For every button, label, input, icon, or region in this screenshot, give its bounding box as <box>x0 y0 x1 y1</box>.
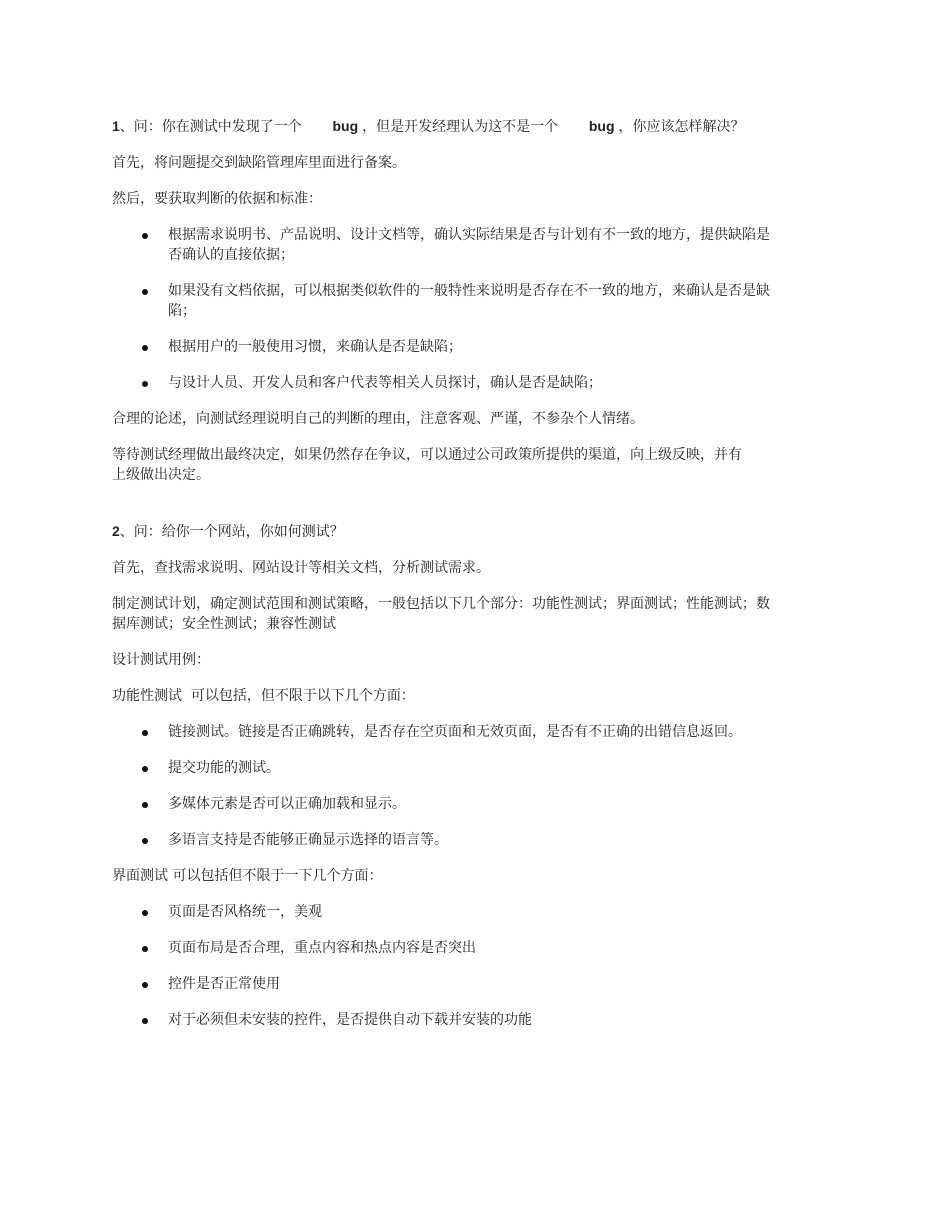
question-1-heading <box>112 116 782 137</box>
list-item <box>112 938 782 958</box>
list-item-text: 多语言支持是否能够正确显示选择的语言等。 <box>168 832 448 848</box>
bullet-list <box>112 902 782 1030</box>
bullet-icon <box>142 381 148 387</box>
list-item-text: 链接测试。链接是否正确跳转，是否存在空页面和无效页面，是否有不正确的出错信息返回。 <box>168 724 742 740</box>
list-item <box>112 830 782 850</box>
list-item <box>112 225 782 265</box>
list-item-text: 多媒体元素是否可以正确加载和显示。 <box>168 796 406 812</box>
bullet-icon <box>142 730 148 736</box>
paragraph: 合理的论述，向测试经理说明自己的判断的理由，注意客观、严谨，不参杂个人情绪。 <box>112 411 644 427</box>
list-item-text: 如果没有文档依据，可以根据类似软件的一般特性来说明是否存在不一致的地方，来确认是否是缺陷； <box>168 283 770 319</box>
bullet-list <box>112 722 782 850</box>
bullet-icon <box>142 910 148 916</box>
list-item <box>112 974 782 994</box>
list-item-text: 根据用户的一般使用习惯，来确认是否是缺陷； <box>168 339 462 355</box>
question-text-part: 、问：给你一个网站，你如何测试？ <box>119 524 344 540</box>
list-item <box>112 758 782 778</box>
bullet-icon <box>142 1018 148 1024</box>
list-item <box>112 281 782 321</box>
list-item-text: 与设计人员、开发人员和客户代表等相关人员探讨，确认是否是缺陷； <box>168 375 602 391</box>
document-page <box>112 116 782 1046</box>
paragraph: 功能性测试 可以包括，但不限于以下几个方面： <box>112 688 415 704</box>
bullet-icon <box>142 233 148 239</box>
bullet-list <box>112 225 782 393</box>
question-text-part: 、问：你在测试中发现了一个 <box>119 119 302 135</box>
bullet-icon <box>142 345 148 351</box>
list-item <box>112 902 782 922</box>
bullet-icon <box>142 766 148 772</box>
question-text-part: ，但是开发经理认为这不是一个 <box>362 119 559 135</box>
bullet-icon <box>142 289 148 295</box>
list-item-text: 根据需求说明书、产品说明、设计文档等，确认实际结果是否与计划有不一致的地方，提供缺陷是否确认的直接依据； <box>168 227 770 263</box>
question-1-section <box>112 116 782 485</box>
bullet-icon <box>142 802 148 808</box>
paragraph: 制定测试计划，确定测试范围和测试策略，一般包括以下几个部分：功能性测试；界面测试；性能测试；数据库测试；安全性测试；兼容性测试 <box>112 596 770 632</box>
list-item <box>112 794 782 814</box>
list-item <box>112 373 782 393</box>
question-2-section <box>112 521 782 1030</box>
question-number: 2 <box>112 523 120 539</box>
list-item-text: 页面是否风格统一，美观 <box>168 904 322 920</box>
paragraph: 然后，要获取判断的依据和标准： <box>112 191 322 207</box>
paragraph: 等待测试经理做出最终决定，如果仍然存在争议，可以通过公司政策所提供的渠道，向上级反映，并有上级做出决定。 <box>112 447 742 483</box>
question-text-part: ，你应该怎样解决？ <box>618 119 745 135</box>
list-item-text: 对于必须但未安装的控件，是否提供自动下载并安装的功能 <box>168 1012 532 1028</box>
paragraph: 首先，查找需求说明、网站设计等相关文档，分析测试需求。 <box>112 560 490 576</box>
question-keyword: bug <box>332 118 359 134</box>
paragraph: 界面测试 可以包括但不限于一下几个方面： <box>112 868 383 884</box>
list-item-text: 页面布局是否合理，重点内容和热点内容是否突出 <box>168 940 476 956</box>
list-item-text: 控件是否正常使用 <box>168 976 280 992</box>
question-keyword: bug <box>588 118 615 134</box>
question-2-heading <box>112 521 782 542</box>
paragraph: 首先，将问题提交到缺陷管理库里面进行备案。 <box>112 155 406 171</box>
list-item <box>112 337 782 357</box>
list-item <box>112 722 782 742</box>
list-item-text: 提交功能的测试。 <box>168 760 280 776</box>
bullet-icon <box>142 946 148 952</box>
bullet-icon <box>142 982 148 988</box>
paragraph: 设计测试用例： <box>112 652 210 668</box>
list-item <box>112 1010 782 1030</box>
question-number: 1 <box>112 118 120 134</box>
bullet-icon <box>142 838 148 844</box>
